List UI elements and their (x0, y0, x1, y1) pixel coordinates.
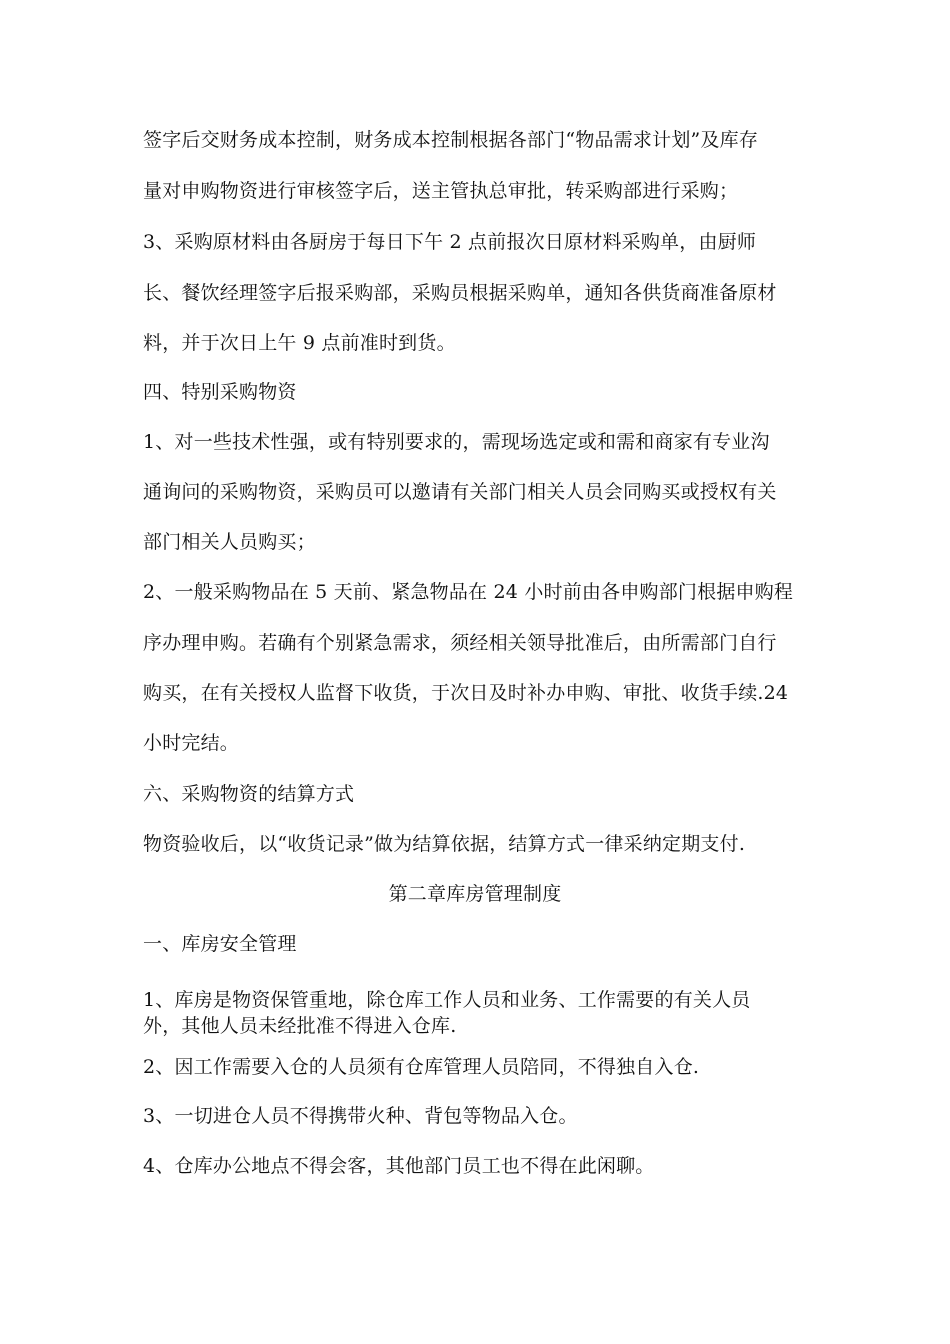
body-text-line: 料，并于次日上午 9 点前准时到货。 (143, 332, 456, 354)
body-text-line: 物资验收后，以“收货记录”做为结算依据，结算方式一律采纳定期支付. (143, 833, 746, 855)
body-text-line: 长、餐饮经理签字后报采购部，采购员根据采购单，通知各供货商准备原材 (143, 282, 777, 304)
body-text-line: 购买，在有关授权人监督下收货，于次日及时补办申购、审批、收货手续.24 (143, 682, 789, 704)
list-item-text: 3、采购原材料由各厨房于每日下午 2 点前报次日原材料采购单，由厨师 (143, 231, 757, 253)
list-item-text: 3、一切进仓人员不得携带火种、背包等物品入仓。 (143, 1105, 578, 1127)
section-heading: 六、采购物资的结算方式 (143, 783, 355, 805)
list-item-text: 2、一般采购物品在 5 天前、紧急物品在 24 小时前由各申购部门根据申购程 (143, 581, 794, 603)
body-text-line: 签字后交财务成本控制，财务成本控制根据各部门“物品需求计划”及库存 (143, 129, 759, 151)
list-item-text: 1、库房是物资保管重地，除仓库工作人员和业务、工作需要的有关人员 (143, 989, 751, 1011)
body-text-line: 外，其他人员未经批准不得进入仓库. (143, 1015, 457, 1037)
body-text-line: 部门相关人员购买； (143, 531, 316, 553)
section-heading: 四、特别采购物资 (143, 381, 297, 403)
section-heading: 一、库房安全管理 (143, 933, 297, 955)
chapter-title: 第二章库房管理制度 (388, 883, 562, 905)
list-item-text: 1、对一些技术性强，或有特别要求的，需现场选定或和需和商家有专业沟 (143, 431, 770, 453)
list-item-text: 2、因工作需要入仓的人员须有仓库管理人员陪同，不得独自入仓. (143, 1056, 700, 1078)
body-text-line: 序办理申购。若确有个别紧急需求，须经相关领导批准后，由所需部门自行 (143, 632, 777, 654)
body-text-line: 量对申购物资进行审核签字后，送主管执总审批，转采购部进行采购； (143, 180, 739, 202)
list-item-text: 4、仓库办公地点不得会客，其他部门员工也不得在此闲聊。 (143, 1155, 655, 1177)
body-text-line: 通询问的采购物资，采购员可以邀请有关部门相关人员会同购买或授权有关 (143, 481, 777, 503)
body-text-line: 小时完结。 (143, 732, 240, 754)
